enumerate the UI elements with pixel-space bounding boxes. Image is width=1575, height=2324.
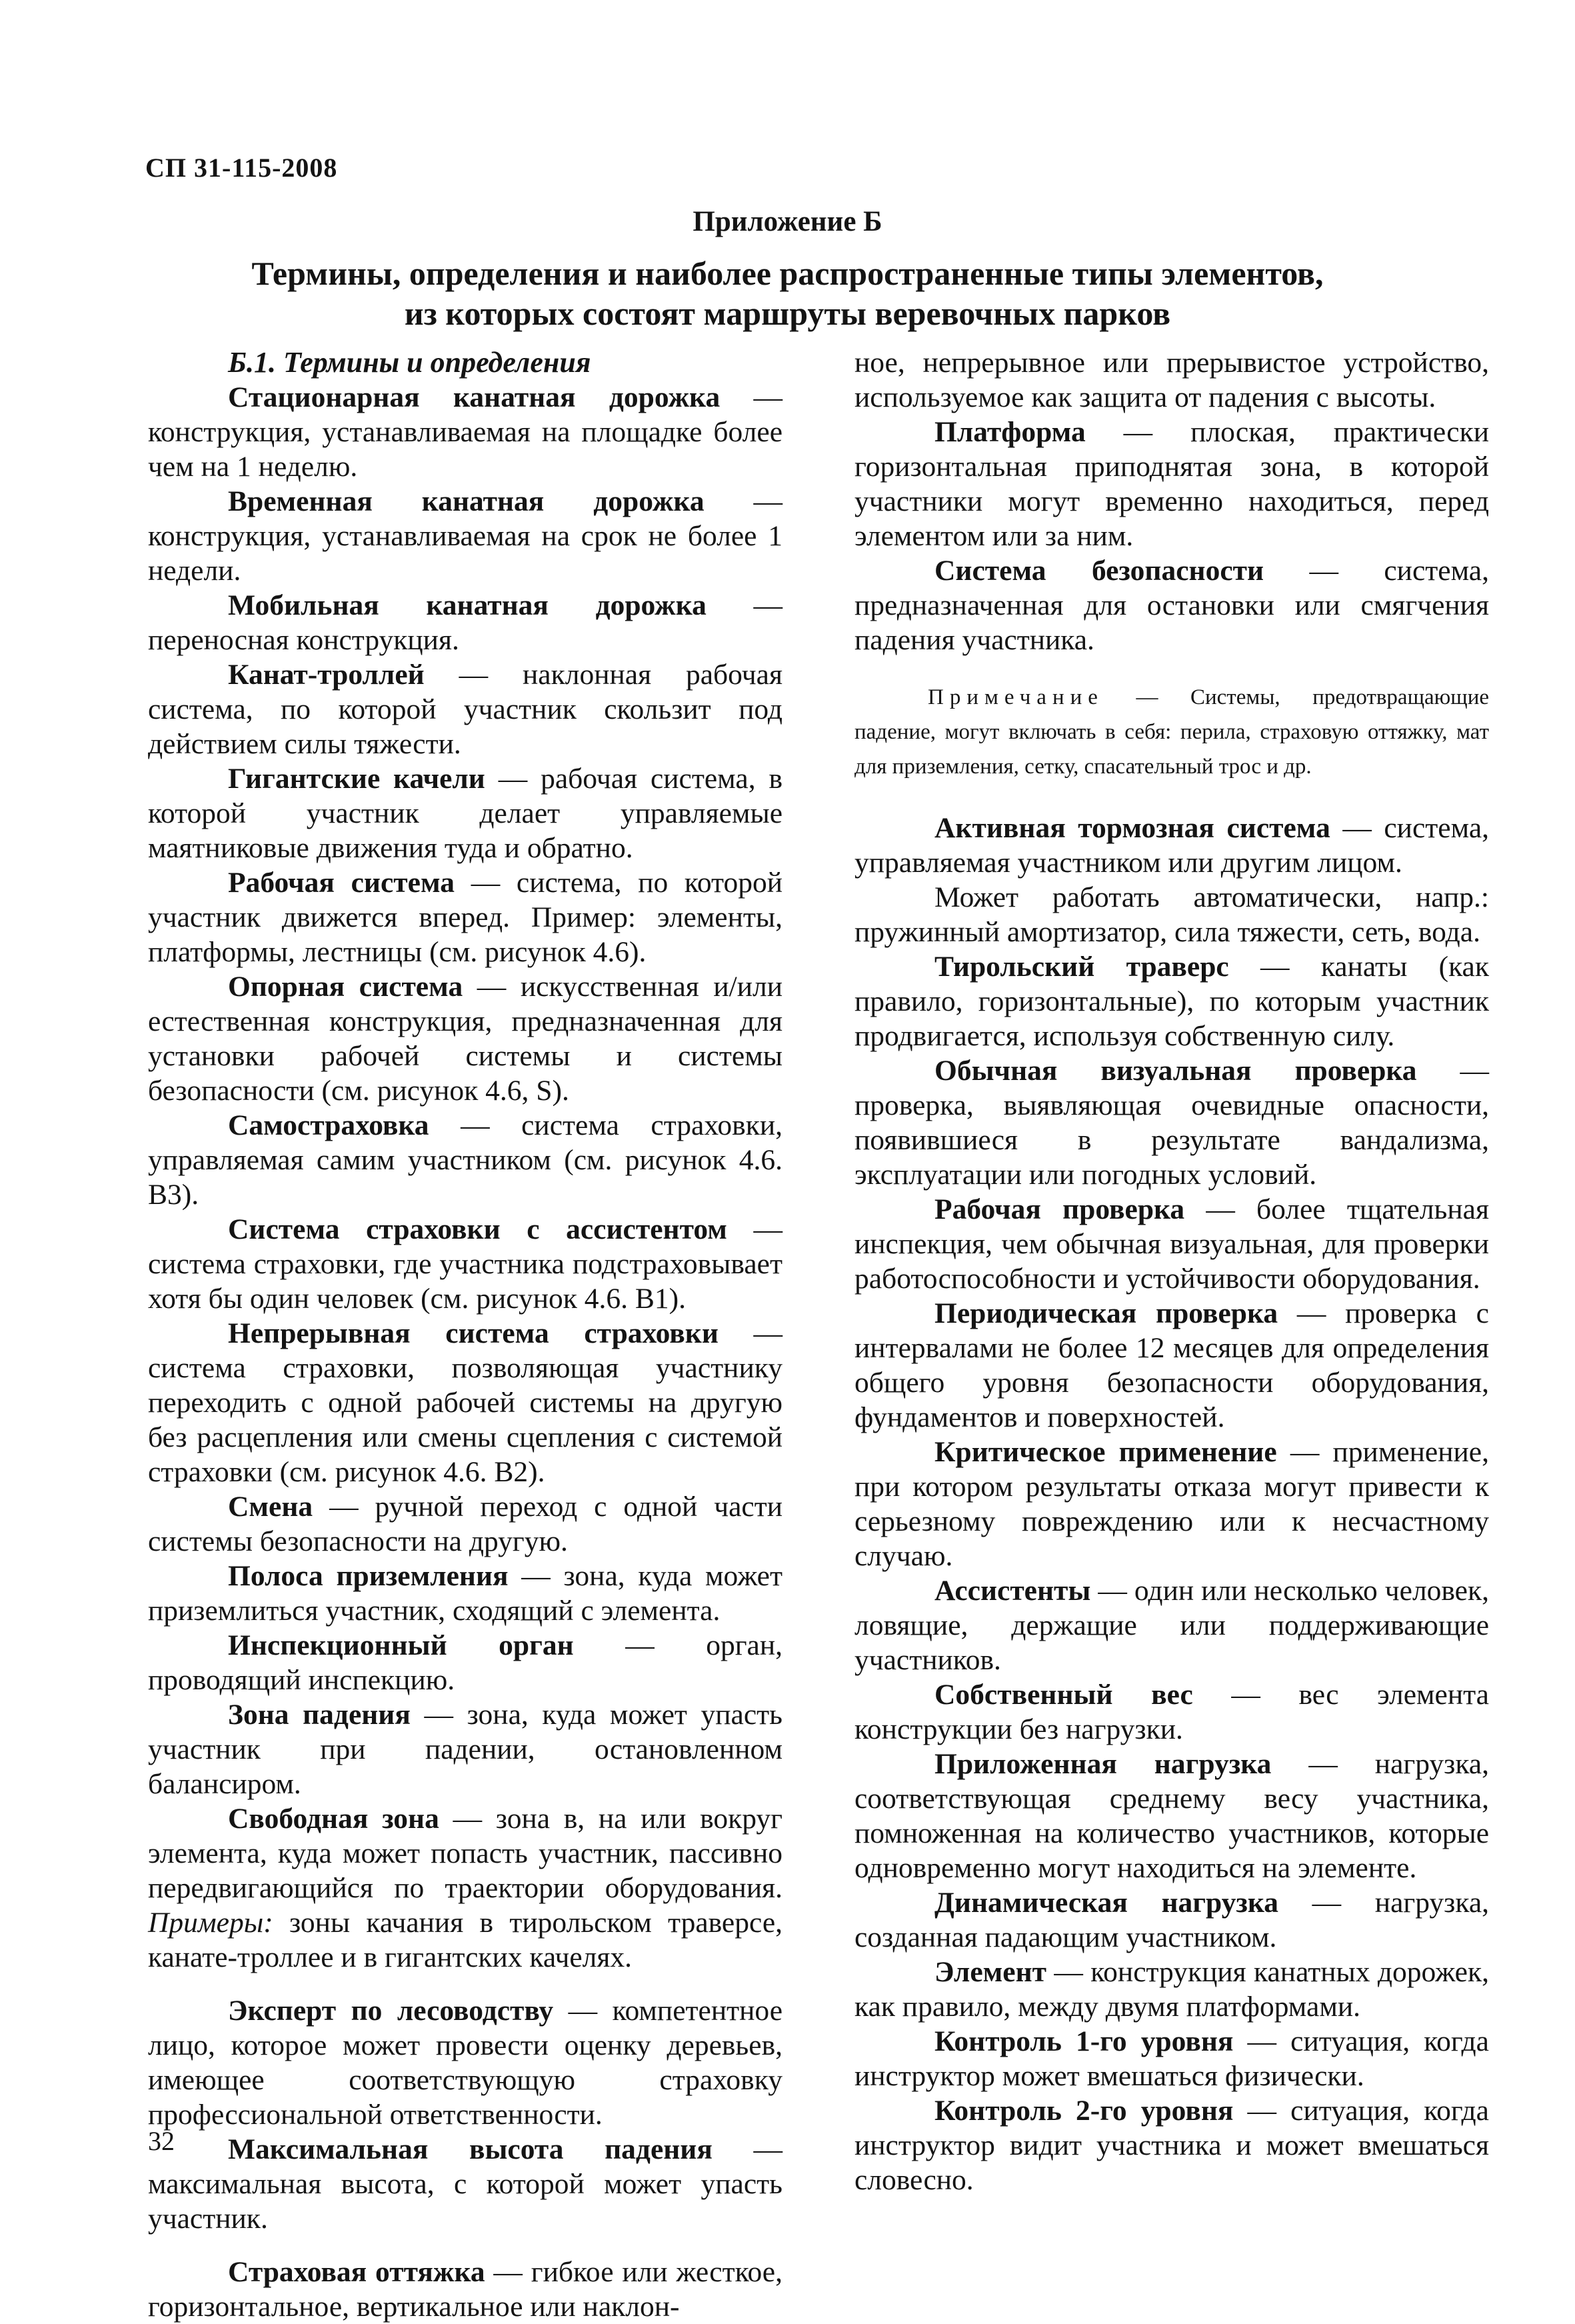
definition-paragraph	[854, 2024, 1489, 2093]
term: Платформа	[934, 416, 1086, 448]
definition-text: — орган, проводящий инспекцию.	[148, 1629, 783, 1696]
term: Периодическая проверка	[934, 1297, 1278, 1329]
definition-text: — ручной переход с одной части системы безопасности на другую.	[148, 1491, 783, 1557]
left-column	[148, 345, 783, 2324]
definition-text: — система, предназначенная для остановки или смягчения падения участника.	[854, 555, 1489, 656]
term: Приложенная нагрузка	[934, 1748, 1272, 1780]
definition-paragraph	[854, 1192, 1489, 1296]
term: Обычная визуальная проверка	[934, 1055, 1417, 1087]
definition-paragraph	[854, 1296, 1489, 1435]
term: Свободная зона	[228, 1803, 439, 1835]
definition-paragraph	[854, 1435, 1489, 1573]
definition-paragraph	[854, 415, 1489, 553]
term: Гигантские качели	[228, 763, 485, 795]
definition-paragraph	[854, 1955, 1489, 2024]
term: Рабочая система	[228, 867, 455, 899]
definition-text: — компетентное лицо, которое может провести оценку деревьев, имеющее соответствующую страховку профессиональной ответственности.	[148, 1995, 783, 2131]
continuation-paragraph: ное, непрерывное или прерывистое устройство, используемое как защита от падения с высоты.	[854, 347, 1489, 413]
right-term-list-top	[854, 415, 1489, 657]
definition-text: — проверка, выявляющая очевидные опасности, появившиеся в результате вандализма, эксплуатации или погодных условий.	[854, 1055, 1489, 1191]
definition-paragraph	[148, 484, 783, 588]
definition-paragraph	[148, 969, 783, 1108]
definition-text: — зона, куда может упасть участник при падении, остановленном балансиром.	[148, 1699, 783, 1800]
term: Критическое применение	[934, 1436, 1277, 1468]
definition-text: — рабочая система, в которой участник делает управляемые маятниковые движения туда и обратно.	[148, 763, 783, 864]
term: Опорная система	[228, 971, 463, 1003]
definition-paragraph	[148, 1559, 783, 1628]
definition-text: — вес элемента конструкции без нагрузки.	[854, 1679, 1489, 1745]
definition-text: — максимальная высота, с которой может упасть участник.	[148, 2133, 783, 2235]
term: Активная тормозная система	[934, 812, 1330, 844]
term: Система безопасности	[934, 555, 1264, 587]
right-term-list-bottom	[854, 811, 1489, 2197]
right-column	[854, 345, 1489, 2197]
appendix-title	[133, 253, 1442, 333]
note-paragraph	[854, 680, 1489, 784]
definition-text: — система, управляемая участником или другим лицом.	[854, 812, 1489, 879]
definition-text: — более тщательная инспекция, чем обычная визуальная, для проверки работоспособности и устойчивости оборудования.	[854, 1193, 1489, 1295]
term: Контроль 2-го уровня	[934, 2095, 1234, 2127]
definition-text: — система страховки, где участника подстраховывает хотя бы один человек (см. рисунок 4.6. В1).	[148, 1213, 783, 1315]
definition-text: Может работать автоматически, напр.: пружинный амортизатор, сила тяжести, сеть, вода.	[854, 881, 1489, 948]
definition-text: — один или несколько человек, ловящие, держащие или поддерживающие участников.	[854, 1575, 1489, 1676]
appendix-label: Приложение Б	[693, 206, 882, 237]
definition-text: — гибкое или жесткое, горизонтальное, вертикальное или наклон-	[148, 2256, 783, 2323]
definition-text: — ситуация, когда инструктор может вмешаться физически.	[854, 2025, 1489, 2092]
definition-paragraph	[148, 1801, 783, 1975]
term: Эксперт по лесоводству	[228, 1995, 554, 2027]
definition-paragraph	[148, 1212, 783, 1316]
definition-text: — система страховки, управляемая самим участником (см. рисунок 4.6. В3).	[148, 1109, 783, 1211]
definition-paragraph	[148, 1628, 783, 1697]
definition-paragraph	[148, 865, 783, 969]
term: Временная канатная дорожка	[228, 485, 705, 517]
definition-paragraph	[854, 1573, 1489, 1677]
term: Страховая оттяжка	[228, 2256, 485, 2288]
definition-text: — плоская, практически горизонтальная приподнятая зона, в которой участники могут временно находиться, перед элементом или за ним.	[854, 416, 1489, 552]
section-heading: Б.1. Термины и определения	[228, 346, 591, 379]
term: Самостраховка	[228, 1109, 429, 1141]
term: Система страховки с ассистентом	[228, 1213, 727, 1245]
term: Тирольский траверс	[934, 951, 1229, 983]
definition-text: — система, по которой участник движется вперед. Пример: элементы, платформы, лестницы (см. рисунок 4.6).	[148, 867, 783, 968]
term: Канат-троллей	[228, 659, 425, 691]
definition-paragraph	[854, 2093, 1489, 2197]
appendix-title-line-1: Термины, определения и наиболее распространенные типы элементов,	[251, 255, 1324, 292]
term: Элемент	[934, 1956, 1047, 1988]
definition-text: — применение, при котором результаты отказа могут привести к серьезному повреждению или к несчастному случаю.	[854, 1436, 1489, 1572]
term: Динамическая нагрузка	[934, 1887, 1279, 1919]
definition-text: — зона в, на или вокруг элемента, куда может попасть участник, пассивно передвигающийся по траектории оборудования.	[148, 1803, 783, 1904]
definition-italic-text: Примеры:	[148, 1907, 273, 1939]
note-label: Примечание	[928, 685, 1104, 709]
term: Полоса приземления	[228, 1560, 509, 1592]
definition-text: — наклонная рабочая система, по которой участник скользит под действием силы тяжести.	[148, 659, 783, 760]
term: Смена	[228, 1491, 313, 1523]
page-header-code: СП 31-115-2008	[145, 153, 338, 183]
term: Мобильная канатная дорожка	[228, 589, 707, 621]
definition-paragraph	[148, 1697, 783, 1801]
term: Максимальная высота падения	[228, 2133, 713, 2165]
definition-text: — конструкция, устанавливаемая на срок не более 1 недели.	[148, 485, 783, 587]
definition-paragraph	[148, 2132, 783, 2236]
definition-text: — проверка с интервалами не более 12 месяцев для определения общего уровня безопасности оборудования, фундаментов и поверхностей.	[854, 1297, 1489, 1433]
term: Инспекционный орган	[228, 1629, 574, 1661]
page-number: 32	[148, 2126, 175, 2156]
term: Зона падения	[228, 1699, 411, 1731]
definition-paragraph	[854, 1677, 1489, 1747]
definition-paragraph	[148, 380, 783, 484]
definition-text: — переносная конструкция.	[148, 589, 783, 656]
definition-text: — конструкция канатных дорожек, как правило, между двумя платформами.	[854, 1956, 1489, 2023]
definition-text: — искусственная и/или естественная конструкция, предназначенная для установки рабочей системы и системы безопасности (см. рисунок 4.6, S).	[148, 971, 783, 1107]
definition-paragraph	[148, 588, 783, 657]
term: Рабочая проверка	[934, 1193, 1185, 1225]
definition-paragraph	[854, 811, 1489, 880]
definition-text: — зона, куда может приземлиться участник, сходящий с элемента.	[148, 1560, 783, 1627]
definition-paragraph	[148, 1316, 783, 1489]
definition-paragraph	[854, 1747, 1489, 1885]
term: Ассистенты	[934, 1575, 1091, 1607]
definition-text: — конструкция, устанавливаемая на площадке более чем на 1 неделю.	[148, 381, 783, 483]
term: Собственный вес	[934, 1679, 1193, 1711]
definition-paragraph	[854, 880, 1489, 949]
term: Стационарная канатная дорожка	[228, 381, 721, 413]
definition-text: — система страховки, позволяющая участнику переходить с одной рабочей системы на другую без расцепления или смены сцепления с системой страховки (см. рисунок 4.6. В2).	[148, 1317, 783, 1488]
definition-text: — ситуация, когда инструктор видит участника и может вмешаться словесно.	[854, 2095, 1489, 2196]
term: Непрерывная система страховки	[228, 1317, 719, 1349]
definition-paragraph	[148, 2255, 783, 2324]
definition-paragraph	[148, 1993, 783, 2132]
definition-paragraph	[148, 1489, 783, 1559]
definition-paragraph	[854, 949, 1489, 1053]
definition-text-continued: зоны качания в тирольском траверсе, канате-троллее и в гигантских качелях.	[148, 1907, 783, 1973]
definition-text: — нагрузка, соответствующая среднему весу участника, помноженная на количество участников, которые одновременно могут находиться на элементе.	[854, 1748, 1489, 1884]
appendix-title-line-2: из которых состоят маршруты веревочных парков	[404, 295, 1171, 332]
term: Контроль 1-го уровня	[934, 2025, 1234, 2057]
definition-paragraph	[854, 553, 1489, 657]
definition-text: — нагрузка, созданная падающим участником.	[854, 1887, 1489, 1953]
left-term-list	[148, 380, 783, 2324]
definition-paragraph	[148, 1108, 783, 1212]
definition-paragraph	[148, 657, 783, 761]
definition-paragraph	[854, 1053, 1489, 1192]
definition-paragraph	[148, 761, 783, 865]
definition-paragraph	[854, 1885, 1489, 1955]
note-text: — Системы, предотвращающие падение, могут включать в себя: перила, страховую оттяжку, мат для приземления, сетку, спасательный трос и др.	[854, 685, 1489, 779]
definition-text: — канаты (как правило, горизонтальные), по которым участник продвигается, используя собственную силу.	[854, 951, 1489, 1052]
